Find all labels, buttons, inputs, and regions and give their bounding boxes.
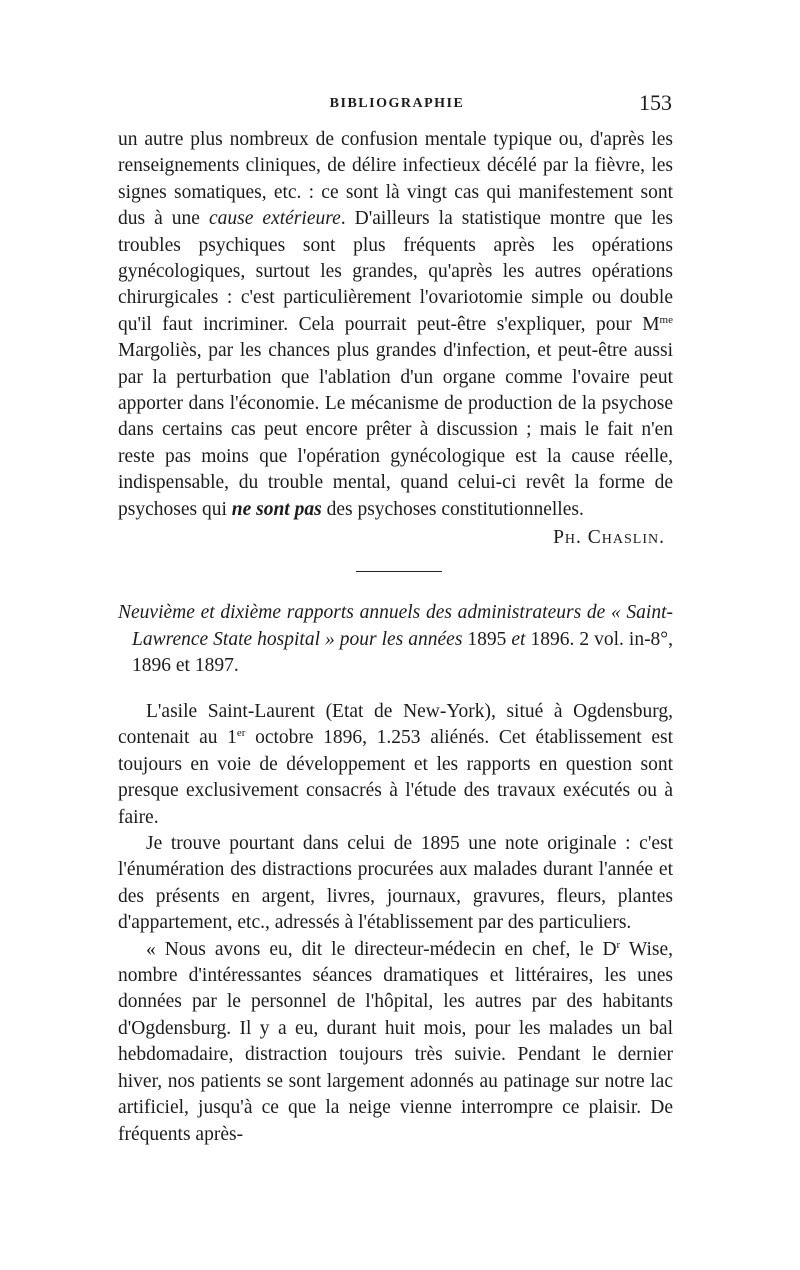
text-run: 1 — [227, 727, 237, 749]
review-paragraph-1 — [118, 699, 673, 831]
text-run: . D'ailleurs la statistique montre que les troubles psychiques sont plus fréquents après les opérations gynécologiques, surtout les grandes, qu'après les autres opérations chirurgicales : c'est particulièrement l'ovariotomie simple ou double qu'il faut incriminer. Cela pourrait peut-être s'expliquer, pour M — [118, 208, 673, 335]
superscript: me — [659, 313, 673, 326]
emphasis: cause extérieure — [209, 208, 341, 230]
superscript: er — [236, 727, 246, 740]
running-head-title: BIBLIOGRAPHIE — [329, 96, 465, 111]
text-run: Wise, nombre d'intéressantes séances dramatiques et littéraires, les unes données par le personnel de l'hôpital, les autres par des habitants d'Ogdensburg. Il y a eu, durant huit mois, pour les malades un bal hebdomadaire, distraction toujours très suivie. Pendant le dernier hiver, nos patients se sont largement adonnés au patinage sur notre lac artificiel, jusqu'à ce que la neige vienne interrompre ce plaisir. De fréquents après- — [118, 938, 673, 1145]
review-title-italic: Neuvième et dixième rapports annuels des administrateurs de « Saint-Lawrence State hospital » pour les années — [118, 602, 673, 650]
review-title-details: 1896. 2 vol. in-8°, 1896 et 1897. — [132, 628, 673, 676]
review-body — [118, 699, 673, 1148]
emphasis: ne sont pas — [231, 498, 322, 520]
review-title — [118, 600, 673, 680]
section-divider — [356, 571, 442, 572]
text-run: un autre plus nombreux de confusion mentale typique ou, d'après les renseignements cliniques, de délire infectieux décélé par la fièvre, les signes somatiques, etc. : ce sont là vingt cas qui manifestement sont dus à une — [118, 129, 673, 230]
text-run: « Nous avons eu, dit le directeur-médecin en chef, le D — [146, 938, 617, 960]
page-number: 153 — [639, 90, 672, 115]
superscript: r — [616, 938, 621, 951]
review-paragraph-3 — [118, 937, 673, 1148]
previous-review-text — [118, 127, 673, 552]
running-head — [122, 90, 672, 120]
text-run: octobre 1896, 1.253 aliénés. Cet établissement est toujours en voie de développement et les rapports en question sont presque exclusivement consacrés à l'étude des travaux exécutés ou à faire. — [118, 727, 673, 828]
review-title-italic-2: et — [511, 628, 526, 650]
text-run: Margoliès, par les chances plus grandes d'infection, et peut-être aussi par la perturbation que l'ablation d'un organe comme l'ovaire peut apporter dans l'économie. Le mécanisme de production de la psychose dans certains cas peut encore prêter à discussion ; mais le fait n'en reste pas moins que l'opération gynécologique est la cause réelle, indispensable, du trouble mental, quand celui-ci revêt la forme de psychoses qui — [118, 340, 673, 520]
review-title-year: 1895 — [462, 628, 512, 650]
previous-review-paragraph — [118, 127, 673, 523]
text-run: des psychoses constitutionnelles. — [321, 498, 584, 520]
review-signature: Ph. Chaslin. — [553, 527, 665, 549]
review-paragraph-2: Je trouve pourtant dans celui de 1895 une note originale : c'est l'énumération des distractions procurées aux malades durant l'année et des présents en argent, livres, journaux, gravures, fleurs, plantes d'appartement, etc., adressés à l'établissement par des particuliers. — [118, 833, 673, 934]
text-run: L'asile Saint-Laurent (Etat de New-York), situé à Ogdensburg, contenait au — [118, 701, 673, 749]
